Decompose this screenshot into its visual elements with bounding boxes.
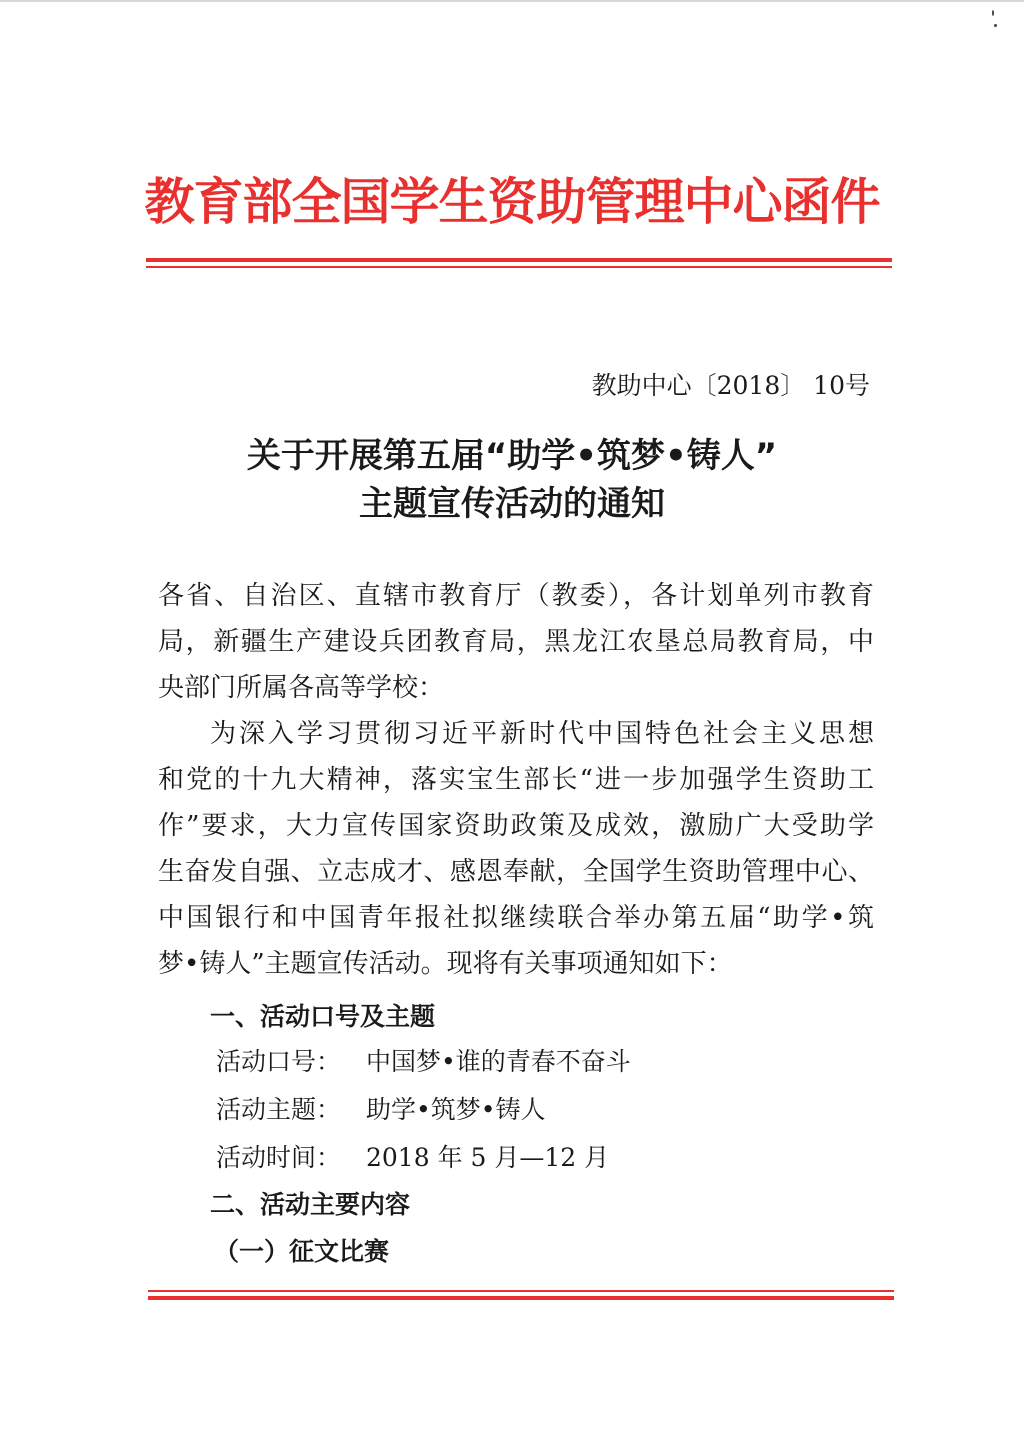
intro-line: 生奋发自强、立志成才、感恩奉献，全国学生资助管理中心、 bbox=[158, 857, 874, 887]
section-heading-2: 二、活动主要内容 bbox=[210, 1190, 411, 1219]
theme-row bbox=[216, 1090, 546, 1130]
footer-rule-thin bbox=[148, 1290, 894, 1292]
addressee-line: 央部门所属各高等学校： bbox=[158, 673, 445, 703]
intro-line: 中国银行和中国青年报社拟继续联合举办第五届“助学•筑 bbox=[158, 903, 874, 933]
slogan-row bbox=[216, 1042, 631, 1082]
letterhead-rule-thick bbox=[146, 258, 892, 262]
document-title-line-1: 关于开展第五届“助学•筑梦•铸人” bbox=[246, 436, 778, 476]
sub-heading: （一）征文比赛 bbox=[214, 1237, 390, 1266]
addressee-line: 各省、自治区、直辖市教育厅（教委），各计划单列市教育 bbox=[158, 581, 874, 611]
scan-speck bbox=[992, 10, 994, 16]
footer-rule-thick bbox=[148, 1296, 894, 1300]
letterhead-rule-thin bbox=[146, 266, 892, 268]
letterhead-title: 教育部全国学生资助管理中心函件 bbox=[144, 172, 880, 231]
intro-line: 梦•铸人”主题宣传活动。现将有关事项通知如下： bbox=[158, 949, 733, 979]
item-label: 活动时间： bbox=[216, 1143, 342, 1172]
item-value: 2018 年 5 月—12 月 bbox=[366, 1143, 610, 1172]
item-label: 活动主题： bbox=[216, 1095, 342, 1124]
scan-edge bbox=[0, 0, 1024, 2]
item-value: 中国梦•谁的青春不奋斗 bbox=[366, 1047, 631, 1076]
section-heading-1: 一、活动口号及主题 bbox=[210, 1002, 436, 1031]
document-number: 教助中心〔2018〕 10号 bbox=[591, 371, 870, 400]
intro-line: 和党的十九大精神，落实宝生部长“进一步加强学生资助工 bbox=[158, 765, 874, 795]
intro-line: 作”要求，大力宣传国家资助政策及成效，激励广大受助学 bbox=[158, 811, 874, 841]
item-label: 活动口号： bbox=[216, 1047, 342, 1076]
scan-speck bbox=[994, 24, 997, 27]
document-title-line-2: 主题宣传活动的通知 bbox=[359, 484, 665, 524]
addressee-line: 局，新疆生产建设兵团教育局，黑龙江农垦总局教育局，中 bbox=[158, 627, 874, 657]
time-row bbox=[216, 1138, 609, 1178]
item-value: 助学•筑梦•铸人 bbox=[366, 1095, 546, 1124]
intro-line: 为深入学习贯彻习近平新时代中国特色社会主义思想 bbox=[210, 719, 874, 749]
